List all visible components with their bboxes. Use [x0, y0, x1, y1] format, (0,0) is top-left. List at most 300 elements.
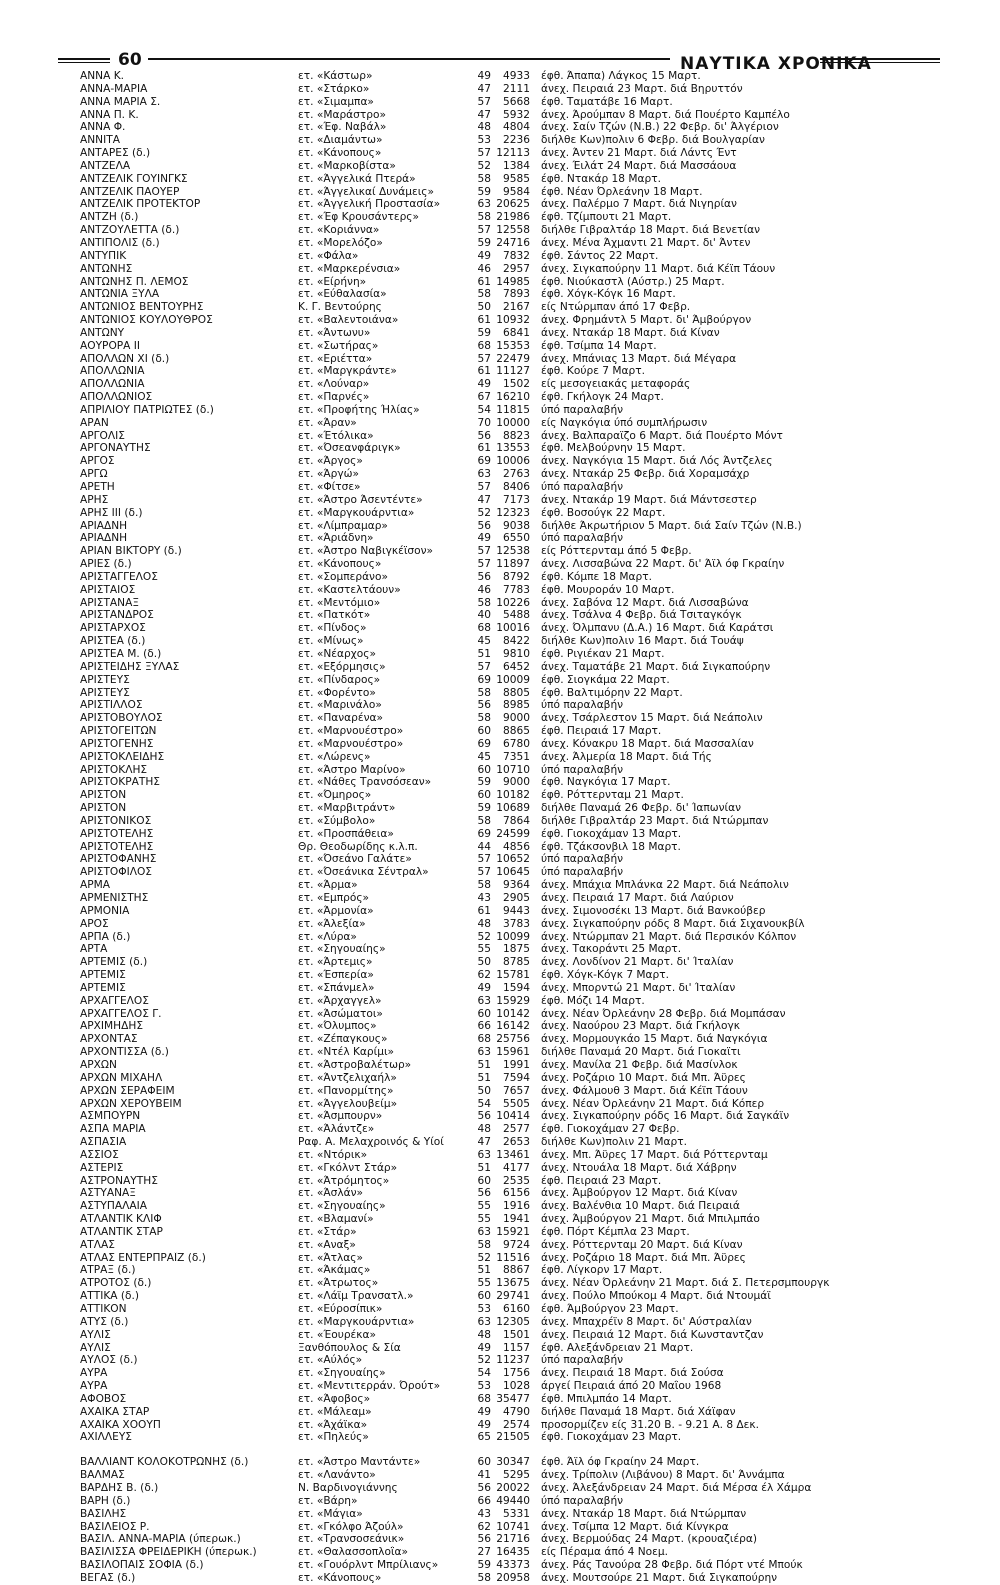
table-row	[0, 1020, 1000, 1033]
table-row	[0, 738, 1000, 751]
ship-tonnage: 14985	[496, 275, 530, 288]
ship-tonnage: 5488	[503, 609, 530, 622]
ship-status: έφθ. Γιοκοχάμαν 23 Μαρτ.	[541, 1431, 682, 1444]
ship-status: άνεχ. Μουτσούρε 21 Μαρτ. διά Σιγκαπούρην	[541, 1571, 778, 1584]
ship-tonnage: 8422	[503, 635, 530, 648]
table-row	[0, 1008, 1000, 1021]
ship-tonnage: 11516	[496, 1251, 530, 1264]
ship-tonnage: 8792	[503, 570, 530, 583]
ship-owner: ετ. «Φίτσε»	[298, 481, 361, 493]
ship-built-year: 63	[477, 1315, 491, 1328]
ship-owner: ετ. «Μαργκουάρντια»	[298, 1315, 415, 1328]
ship-built-year: 49	[477, 249, 491, 262]
table-row	[0, 160, 1000, 173]
ship-status: άνεχ. Φάλμουθ 3 Μαρτ. διά Κέϊπ Τάουν	[541, 1084, 748, 1097]
ship-built-year: 58	[477, 596, 491, 609]
table-row	[0, 1098, 1000, 1111]
ship-tonnage: 10414	[496, 1110, 530, 1123]
table-row	[0, 892, 1000, 905]
table-row	[0, 1149, 1000, 1162]
group-gap	[0, 1444, 1000, 1456]
ship-built-year: 57	[477, 866, 491, 879]
table-row	[0, 442, 1000, 455]
ship-status: ύπό παραλαβήν	[541, 532, 624, 545]
ship-tonnage: 10932	[496, 314, 530, 327]
ship-status: ύπό παραλαβήν	[541, 1494, 624, 1507]
ship-name: ΑΡΙΣΤΟΓΕΝΗΣ	[80, 737, 154, 750]
ship-built-year: 63	[477, 994, 491, 1007]
table-row	[0, 1419, 1000, 1432]
ship-tonnage: 30347	[496, 1456, 530, 1469]
table-row	[0, 622, 1000, 635]
ship-name: ΑΡΧΩΝ ΧΕΡΟΥΒΕΙΜ	[80, 1097, 182, 1110]
table-row	[0, 1431, 1000, 1444]
ship-tonnage: 12538	[496, 545, 530, 558]
ship-tonnage: 2653	[503, 1136, 530, 1149]
table-row	[0, 1046, 1000, 1059]
ship-name: ΑΠΟΛΛΩΝΙΑ	[80, 378, 145, 391]
header-rule-left-thin	[58, 62, 110, 63]
ship-name: ΑΡΧΟΝΤΑΣ	[80, 1033, 138, 1046]
ship-built-year: 61	[477, 275, 491, 288]
ship-name: ΑΡΙΕΣ (δ.)	[80, 558, 132, 571]
ship-owner: ετ. «Είρήνη»	[298, 275, 367, 288]
table-row	[0, 1264, 1000, 1277]
ship-name: ΑΡΧΩΝ ΜΙΧΑΗΛ	[80, 1071, 163, 1084]
ship-owner: ετ. «Άργος»	[298, 455, 363, 468]
ship-tonnage: 21716	[496, 1533, 530, 1546]
ship-built-year: 70	[477, 416, 491, 429]
ship-tonnage: 9443	[503, 904, 530, 917]
ship-name: ΑΝΤΙΠΟΛΙΣ (δ.)	[80, 236, 160, 249]
table-row	[0, 995, 1000, 1008]
ship-built-year: 57	[477, 853, 491, 866]
table-row	[0, 1546, 1000, 1559]
table-row	[0, 121, 1000, 134]
table-row	[0, 699, 1000, 712]
ship-built-year: 66	[477, 1494, 491, 1507]
ship-status: ύπό παραλαβήν	[541, 403, 624, 416]
table-row	[0, 1316, 1000, 1329]
ship-built-year: 60	[477, 725, 491, 738]
ship-built-year: 56	[477, 1110, 491, 1123]
ship-built-year: 59	[477, 1559, 491, 1572]
table-row	[0, 1533, 1000, 1546]
header-rule-left	[58, 58, 110, 60]
ship-status: άνεχ. Κόνακρυ 18 Μαρτ. διά Μασσαλίαν	[541, 737, 754, 750]
ship-name: ΑΣΤΥΑΝΑΞ	[80, 1187, 136, 1200]
page-number: 60	[118, 50, 142, 70]
ship-status: άνεχ. Πειραιά 17 Μαρτ. διά Λαύριον	[541, 892, 734, 904]
ship-status: άνεχ. Άλμερία 18 Μαρτ. διά Τής	[541, 750, 712, 763]
ship-owner: ετ. «Μάγια»	[298, 1507, 363, 1520]
ship-name: ΑΝΤΩΝΥ	[80, 326, 125, 339]
ship-owner: ετ. «Άχάϊκα»	[298, 1418, 368, 1431]
ship-status: είς Ντώρμπαν άπό 17 Φεβρ.	[541, 301, 691, 314]
ship-owner: ετ. «Μίνως»	[298, 635, 364, 648]
ship-owner: ετ. «Αύλός»	[298, 1354, 363, 1367]
ship-name: ΑΡΤΕΜΙΣ (δ.)	[80, 956, 148, 969]
ship-built-year: 62	[477, 1520, 491, 1533]
ship-owner: ετ. «Μεντιτερράν. Όρούτ»	[298, 1380, 441, 1393]
ship-built-year: 58	[477, 211, 491, 224]
ship-built-year: 69	[477, 673, 491, 686]
ship-owner: ετ. «Έουρέκα»	[298, 1328, 376, 1341]
ship-status: άνεχ. Μπάνιας 13 Μαρτ. διά Μέγαρα	[541, 352, 737, 365]
ship-owner: ετ. «Μαργκράντε»	[298, 365, 397, 378]
ship-status: άνεχ. Ντακάρ 25 Φεβρ. διά Χοραμσάχρ	[541, 468, 750, 481]
ship-name: ΑΤΛΑΝΤΙΚ ΚΛΙΦ	[80, 1213, 162, 1226]
ship-built-year: 47	[477, 493, 491, 506]
ship-status: άνεχ. Ντουάλα 18 Μαρτ. διά Χάβρην	[541, 1161, 737, 1174]
ship-status: είς Ρόττερνταμ άπό 5 Φεβρ.	[541, 545, 692, 558]
ship-built-year: 49	[477, 1418, 491, 1431]
ship-tonnage: 21505	[496, 1431, 530, 1444]
ship-name: ΑΡΙΣΤΕΙΔΗΣ ΞΥΛΑΣ	[80, 660, 180, 673]
ship-name: ΒΑΣΙΛΟΠΑΙΣ ΣΟΦΙΑ (δ.)	[80, 1559, 204, 1572]
ship-name: ΑΡΙΣΤΟΝ	[80, 802, 127, 815]
ship-tonnage: 9810	[503, 647, 530, 660]
ship-status: άνεχ. Βαλπαραϊζο 6 Μαρτ. διά Πουέρτο Μόντ	[541, 429, 783, 442]
ship-tonnage: 16142	[496, 1020, 530, 1033]
ship-tonnage: 2577	[503, 1123, 530, 1136]
ship-owner: ετ. «Έφ Κρουσάντερς»	[298, 211, 420, 224]
ship-built-year: 54	[477, 1367, 491, 1380]
ship-status: άνεχ. Πειραιά 12 Μαρτ. διά Κωνσταντζαν	[541, 1328, 764, 1341]
ship-tonnage: 9364	[503, 879, 530, 892]
ship-built-year: 60	[477, 1174, 491, 1187]
ship-status: διήλθε Άκρωτήριον 5 Μαρτ. διά Σαίν Τζών (Ν.Β.)	[541, 519, 802, 532]
ship-built-year: 53	[477, 134, 491, 147]
ship-tonnage: 21986	[496, 211, 530, 224]
ship-status: άνεχ. Σιμονοσέκι 13 Μαρτ. διά Βανκούβερ	[541, 904, 766, 917]
ship-name: ΑΦΟΒΟΣ	[80, 1392, 127, 1405]
table-row	[0, 532, 1000, 545]
ship-name: ΑΝΝΙΤΑ	[80, 134, 120, 147]
ship-tonnage: 4790	[503, 1405, 530, 1418]
ship-status: διήλθε Παναμά 26 Φεβρ. δι' Ίαπωνίαν	[541, 802, 742, 815]
ship-tonnage: 9000	[503, 776, 530, 789]
ship-status: διήλθε Γιβραλτάρ 18 Μαρτ. διά Βενετίαν	[541, 224, 761, 237]
table-row	[0, 635, 1000, 648]
ship-built-year: 51	[477, 1264, 491, 1277]
table-row	[0, 956, 1000, 969]
table-row	[0, 1123, 1000, 1136]
ship-owner: ετ. «Ντέλ Καρίμι»	[298, 1046, 395, 1059]
ship-tonnage: 2574	[503, 1418, 530, 1431]
ship-name: ΑΥΡΑ	[80, 1380, 108, 1393]
ship-status: άνεχ. Σιγκαπούρην 11 Μαρτ. διά Κέϊπ Τάουν	[541, 262, 776, 275]
ship-name: ΑΝΝΑ-ΜΑΡΙΑ	[80, 82, 148, 95]
ship-tonnage: 15921	[496, 1225, 530, 1238]
ship-status: άνεχ. Λισσαβώνα 22 Μαρτ. δι' Άϊλ όφ Γκραίην	[541, 558, 785, 571]
ship-name: ΑΠΟΛΛΩΝΙΑ	[80, 365, 145, 378]
ship-owner: ετ. «Νέαρχος»	[298, 647, 376, 660]
ship-owner: ετ. «Λανάντο»	[298, 1469, 376, 1482]
ship-tonnage: 3783	[503, 917, 530, 930]
ship-name: ΑΡΜΟΝΙΑ	[80, 904, 130, 917]
ship-owner: ετ. «Σηγουαίης»	[298, 943, 386, 956]
ship-built-year: 56	[477, 519, 491, 532]
ship-built-year: 63	[477, 1148, 491, 1161]
ship-built-year: 60	[477, 1456, 491, 1469]
ship-name: ΑΝΤΑΡΕΣ (δ.)	[80, 147, 151, 160]
ship-tonnage: 7657	[503, 1084, 530, 1097]
ship-status: έφθ. Νέαν Όρλεάνην 18 Μαρτ.	[541, 185, 703, 198]
table-row	[0, 481, 1000, 494]
table-row	[0, 173, 1000, 186]
ship-built-year: 59	[477, 326, 491, 339]
ship-tonnage: 11815	[496, 403, 530, 416]
ship-built-year: 56	[477, 1533, 491, 1546]
ship-name: ΑΡΙΣΤΟΒΟΥΛΟΣ	[80, 712, 163, 725]
ship-built-year: 48	[477, 917, 491, 930]
ship-name: ΑΝΤΩΝΙΑ ΞΥΛΑ	[80, 288, 160, 301]
ship-name: ΑΝΤΩΝΙΟΣ ΚΟΥΛΟΥΘΡΟΣ	[80, 314, 213, 327]
ship-owner: ετ. «Άρμα»	[298, 879, 358, 892]
table-row	[0, 211, 1000, 224]
ship-status: έφθ. Μουροράν 10 Μαρτ.	[541, 583, 675, 596]
ship-tonnage: 12113	[496, 147, 530, 160]
ship-name: ΑΡΤΕΜΙΣ	[80, 969, 126, 982]
table-row	[0, 96, 1000, 109]
ship-name: ΒΑΛΜΑΣ	[80, 1469, 125, 1482]
ship-owner: ετ. «Άφοβος»	[298, 1392, 371, 1405]
ship-owner: ετ. «Αναξ»	[298, 1238, 356, 1251]
ship-tonnage: 9038	[503, 519, 530, 532]
ship-status: άργεί Πειραιά άπό 20 Μαΐου 1968	[541, 1380, 722, 1393]
ship-built-year: 50	[477, 956, 491, 969]
ship-tonnage: 10099	[496, 930, 530, 943]
ship-tonnage: 1916	[503, 1200, 530, 1213]
ship-built-year: 57	[477, 545, 491, 558]
ship-name: ΑΝΤΩΝΗΣ	[80, 262, 133, 275]
ship-built-year: 52	[477, 1354, 491, 1367]
ship-status: έφθ. Μόζι 14 Μαρτ.	[541, 994, 645, 1007]
table-row	[0, 1367, 1000, 1380]
ship-tonnage: 5295	[503, 1469, 530, 1482]
ship-tonnage: 49440	[496, 1494, 530, 1507]
ship-status: άνεχ. Ντακάρ 18 Μαρτ. διά Ντώρμπαν	[541, 1507, 747, 1520]
ship-owner: ετ. «Λύρα»	[298, 930, 357, 943]
ship-tonnage: 29741	[496, 1290, 530, 1303]
ship-status: άνεχ. Μπορντώ 21 Μαρτ. δι' Ίταλίαν	[541, 981, 736, 994]
ship-tonnage: 2111	[503, 82, 530, 95]
ship-built-year: 49	[477, 981, 491, 994]
ship-tonnage: 10016	[496, 622, 530, 635]
ship-built-year: 56	[477, 429, 491, 442]
ship-status: άνεχ. Πειραιά 23 Μαρτ. διά Βηρυττόν	[541, 82, 743, 95]
ship-built-year: 58	[477, 814, 491, 827]
ship-status: άνεχ. Ταματάβε 21 Μαρτ. διά Σιγκαπούρην	[541, 660, 771, 673]
ship-name: ΑΡΙΣΤΑΝΔΡΟΣ	[80, 609, 154, 622]
ship-name: ΑΝΤΖΕΛΙΚ ΠΑΟΥΕΡ	[80, 185, 180, 198]
table-row	[0, 802, 1000, 815]
ship-tonnage: 7351	[503, 750, 530, 763]
ship-owner: ετ. «Άστρο Μαντάντε»	[298, 1456, 421, 1469]
ship-status: άνεχ. Νέαν Όρλεάνην 21 Μαρτ. διά Κόπερ	[541, 1097, 765, 1110]
ship-name: ΒΑΡΔΗΣ Β. (δ.)	[80, 1481, 159, 1494]
ship-built-year: 52	[477, 159, 491, 172]
ship-owner: ετ. «Μαρκοβίστα»	[298, 159, 396, 172]
ship-status: άνεχ. Άμβούργον 12 Μαρτ. διά Κίναν	[541, 1187, 738, 1200]
ship-owner: ετ. «Διαμάντω»	[298, 134, 383, 147]
ship-name: ΑΣΣΙΟΣ	[80, 1148, 119, 1161]
ship-built-year: 48	[477, 1123, 491, 1136]
table-row	[0, 853, 1000, 866]
ship-status: έφθ. Αλεξάνδρειαν 21 Μαρτ.	[541, 1341, 694, 1354]
table-row	[0, 468, 1000, 481]
ship-owner: ετ. «Γκόλντ Στάρ»	[298, 1161, 398, 1174]
ship-owner: ετ. «Σύμβολο»	[298, 814, 376, 827]
ship-tonnage: 10226	[496, 596, 530, 609]
table-row	[0, 558, 1000, 571]
table-row	[0, 109, 1000, 122]
ship-built-year: 57	[477, 660, 491, 673]
ship-status: έφθ. Γκήλογκ 24 Μαρτ.	[541, 391, 664, 404]
ship-built-year: 58	[477, 712, 491, 725]
table-row	[0, 918, 1000, 931]
ship-built-year: 63	[477, 198, 491, 211]
ship-name: ΑΡΠΑ (δ.)	[80, 930, 131, 943]
ship-name: ΑΡΧΩΝ	[80, 1058, 117, 1071]
table-row	[0, 1354, 1000, 1367]
ship-owner: ετ. «Άτρόμητος»	[298, 1174, 390, 1187]
ship-tonnage: 15929	[496, 994, 530, 1007]
ship-owner: ετ. «Καστελτάουν»	[298, 583, 401, 596]
ship-built-year: 54	[477, 403, 491, 416]
ship-tonnage: 10142	[496, 1007, 530, 1020]
ship-name: ΑΝΝΑ Φ.	[80, 121, 126, 134]
ship-name: ΑΡΙΣΤΟΝΙΚΟΣ	[80, 814, 152, 827]
ship-status: άνεχ. Έιλάτ 24 Μαρτ. διά Μασσάουα	[541, 159, 737, 172]
ship-name: ΑΡΟΣ	[80, 917, 109, 930]
ship-built-year: 56	[477, 1481, 491, 1494]
table-row	[0, 1495, 1000, 1508]
ship-built-year: 51	[477, 1058, 491, 1071]
ship-tonnage: 1028	[503, 1380, 530, 1393]
ship-built-year: 57	[477, 352, 491, 365]
ship-status: έφθ. Τζάκσονβιλ 18 Μαρτ.	[541, 840, 681, 853]
ship-tonnage: 5331	[503, 1507, 530, 1520]
ship-tonnage: 6156	[503, 1187, 530, 1200]
ship-name: ΑΡΙΑΝ ΒΙΚΤΟΡΥ (δ.)	[80, 545, 182, 558]
ship-built-year: 56	[477, 699, 491, 712]
ship-status: άνεχ. Σαίν Τζών (Ν.Β.) 22 Φεβρ. δι' Άλγέριον	[541, 121, 779, 134]
ship-status: άνεχ. Νέαν Όρλεάνην 21 Μαρτ. διά Σ. Πετερσμπουργκ	[541, 1277, 830, 1290]
ship-name: ΑΤΡΟΤΟΣ (δ.)	[80, 1277, 152, 1290]
ship-status: άνεχ. Σιγκαπούρην ρόδς 16 Μαρτ. διά Σαγκάϊν	[541, 1110, 790, 1123]
table-row	[0, 1277, 1000, 1290]
ship-tonnage: 20625	[496, 198, 530, 211]
ship-built-year: 49	[477, 1405, 491, 1418]
ship-owner: ετ. «Βάρη»	[298, 1494, 358, 1507]
ship-owner: ετ. «Άστρο Ναβιγκέϊσον»	[298, 545, 433, 558]
ship-status: έφθ. Ρόττερνταμ 21 Μαρτ.	[541, 789, 684, 802]
ship-name: ΑΤΛΑΣ ΕΝΤΕΡΠΡΑΪΖ (δ.)	[80, 1251, 206, 1264]
ship-status: άνεχ. Ράς Τανούρα 28 Φεβρ. διά Πόρτ ντέ Μπούκ	[541, 1559, 803, 1572]
ship-owner: ετ. «Σηγουαίης»	[298, 1200, 386, 1213]
ship-name: ΑΡΙΣΤΕΑ (δ.)	[80, 635, 146, 648]
ship-name: ΑΡΙΣΤΟΝ	[80, 789, 127, 802]
ship-name: ΑΣΤΡΟΝΑΥΤΗΣ	[80, 1174, 158, 1187]
ship-status: άνεχ. Ντακάρ 19 Μαρτ. διά Μάντσεστερ	[541, 493, 757, 506]
ship-tonnage: 7893	[503, 288, 530, 301]
table-row	[0, 828, 1000, 841]
ship-status: έφθ. Πόρτ Κέμπλα 23 Μαρτ.	[541, 1225, 690, 1238]
table-row	[0, 1175, 1000, 1188]
table-row	[0, 520, 1000, 533]
ship-built-year: 57	[477, 481, 491, 493]
ship-owner: ετ. «Προφήτης Ήλίας»	[298, 403, 420, 416]
ship-owner: ετ. «Έσπερία»	[298, 969, 374, 982]
ship-owner: ετ. «Άστροβαλέτωρ»	[298, 1058, 412, 1071]
ship-status: άνεχ. Τσάρλεστον 15 Μαρτ. διά Νεάπολιν	[541, 712, 763, 725]
ship-tonnage: 11237	[496, 1354, 530, 1367]
ship-tonnage: 13553	[496, 442, 530, 455]
ship-name: ΑΡΧΟΝΤΙΣΣΑ (δ.)	[80, 1046, 169, 1059]
ship-owner: ετ. «Άρχαγγελ»	[298, 994, 382, 1007]
table-row	[0, 314, 1000, 327]
ship-status: άνεχ. Τακοράντι 25 Μαρτ.	[541, 943, 682, 956]
ship-owner: ετ. «Βαλεντοιάνα»	[298, 314, 399, 327]
ship-tonnage: 2535	[503, 1174, 530, 1187]
ship-owner: ετ. «Μαρνουέστρο»	[298, 737, 404, 750]
ship-owner: ετ. «Όμηρος»	[298, 789, 372, 802]
ship-owner: ετ. «Σομπεράνο»	[298, 570, 388, 583]
ship-built-year: 61	[477, 904, 491, 917]
ship-status: διήλθε Γιβραλτάρ 23 Μαρτ. διά Ντώρμπαν	[541, 814, 769, 827]
ship-name: ΑΝΤΥΠΙΚ	[80, 249, 127, 262]
table-row	[0, 1162, 1000, 1175]
table-row	[0, 83, 1000, 96]
ship-built-year: 47	[477, 1136, 491, 1149]
ship-built-year: 56	[477, 570, 491, 583]
ship-built-year: 62	[477, 969, 491, 982]
ship-name: ΑΣΜΠΟΥΡΝ	[80, 1110, 141, 1123]
table-row	[0, 571, 1000, 584]
ship-tonnage: 2763	[503, 468, 530, 481]
ship-tonnage: 2957	[503, 262, 530, 275]
ship-owner: Ραφ. Α. Μελαχροινός & Υίοί	[298, 1136, 444, 1149]
ship-owner: ετ. «Άντωνυ»	[298, 326, 371, 339]
ship-owner: ετ. «Όσεάνικα Σέντραλ»	[298, 866, 429, 879]
ship-status: άνεχ. Μπαχρέϊν 8 Μαρτ. δι' Αύστραλίαν	[541, 1315, 752, 1328]
ship-owner: ετ. «Άγγελικά Πτερά»	[298, 172, 416, 185]
ship-tonnage: 10009	[496, 673, 530, 686]
ship-name: ΑΡΙΑΔΝΗ	[80, 519, 128, 532]
table-row	[0, 931, 1000, 944]
table-row	[0, 982, 1000, 995]
ship-built-year: 57	[477, 224, 491, 237]
ship-built-year: 46	[477, 583, 491, 596]
ship-status: άνεχ. Ροζάριο 18 Μαρτ. διά Μπ. Άϋρες	[541, 1251, 746, 1264]
table-row	[0, 276, 1000, 289]
ship-tonnage: 5668	[503, 95, 530, 108]
ship-built-year: 58	[477, 879, 491, 892]
table-row	[0, 365, 1000, 378]
ship-built-year: 61	[477, 365, 491, 378]
ship-built-year: 49	[477, 70, 491, 82]
table-row	[0, 455, 1000, 468]
ship-built-year: 58	[477, 1571, 491, 1584]
ship-owner: ετ. «Σηγουαίης»	[298, 1367, 386, 1380]
ship-name: ΑΡΓΟΣ	[80, 455, 115, 468]
ship-tonnage: 25756	[496, 1033, 530, 1046]
ship-tonnage: 12323	[496, 506, 530, 519]
ship-status: έφθ. Ταματάβε 16 Μαρτ.	[541, 95, 673, 108]
ship-tonnage: 20022	[496, 1481, 530, 1494]
